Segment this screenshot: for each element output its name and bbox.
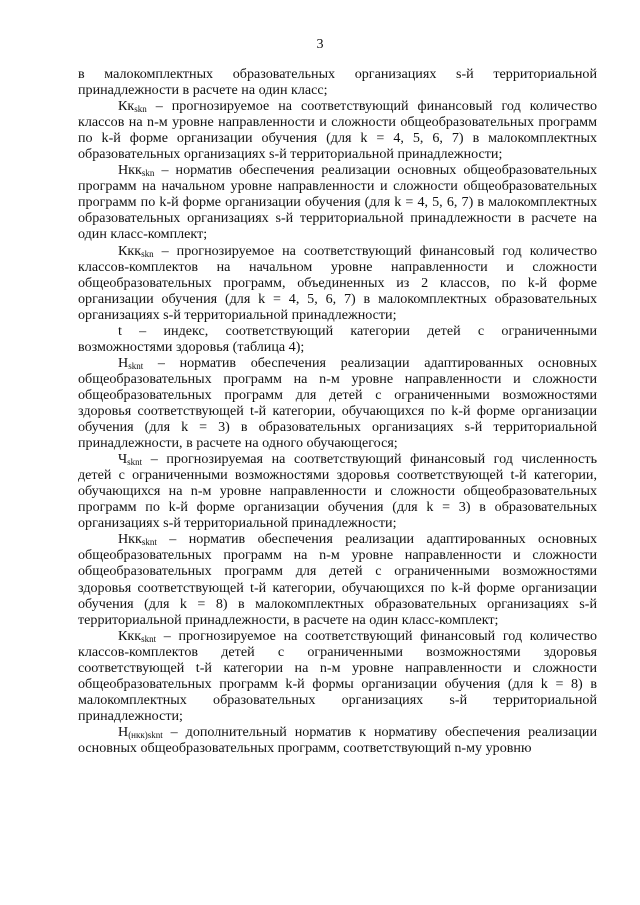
symbol-subscript: sknt [141, 633, 157, 644]
paragraph-text: – прогнозируемая на соответствующий финансовый год численность детей с ограниченными возможностями здоровья соответствующей t-й категории, обучающихся на n-м уровне направленности и сложности общеобразовательных программ по k-й форме организации обучения (для k = 3) в образовательных организациях s-й территориальной принадлежности; [78, 451, 597, 532]
page-number: 3 [316, 36, 324, 52]
paragraph-text: – прогнозируемое на соответствующий финансовый год количество классов-комплектов на начальном уровне направленности и сложности общеобразовательных программ, объединенных из 2 классов, по k-й форме организации обучения (для k = 4, 5, 6, 7) в малокомплектных образовательных организациях s-й территориальной принадлежности; [78, 242, 597, 323]
paragraph-text: – норматив обеспечения реализации основных общеобразовательных программ на начальном уровне направленности и сложности общеобразовательных программ по k-й форме организации обучения (для k = 4, 5, 6, 7) в малокомплектных образовательных организациях s-й территориальной принадлежности в расчете на один класс-комплект; [78, 162, 597, 243]
symbol-name: Нкк [118, 162, 142, 179]
symbol-name: Ккк [118, 627, 142, 644]
symbol-name: Ккк [118, 242, 142, 259]
paragraph [78, 355, 597, 451]
symbol-name: Кк [118, 98, 135, 115]
paragraph [78, 98, 597, 162]
symbol-name: Н [118, 354, 129, 371]
symbol-subscript: skn [134, 104, 147, 115]
symbol-subscript: (нкк)sknt [128, 729, 163, 740]
paragraph-text: – норматив обеспечения реализации адаптированных основных общеобразовательных программ на n-м уровне направленности и сложности общеобразовательных программ для детей с ограниченными возможностями здоровья соответствующей t-й категории, обучающихся по k-й форме организации обучения (для k = 8) в малокомплектных образовательных организациях s-й территориальной принадлежности, в расчете на один класс-комплект; [78, 531, 597, 628]
symbol-name: Ч [118, 451, 128, 468]
symbol-subscript: sknt [141, 537, 157, 548]
paragraph [78, 724, 597, 756]
paragraph [78, 66, 597, 98]
paragraph [78, 531, 597, 627]
paragraph-text: – дополнительный норматив к нормативу обеспечения реализации основных общеобразовательных программ, соответствующий n-му уровню [78, 723, 597, 756]
paragraph [78, 628, 597, 724]
paragraph-text: t – индекс, соответствующий категории детей с ограниченными возможностями здоровья (таблица 4); [78, 322, 597, 355]
symbol-name: Нкк [118, 531, 142, 548]
paragraph [78, 243, 597, 323]
symbol-subscript: sknt [127, 457, 143, 468]
document-body [78, 66, 597, 756]
paragraph [78, 162, 597, 242]
paragraph-text: – прогнозируемое на соответствующий финансовый год количество классов-комплектов детей с ограниченными возможностями здоровья соответствующей t-й категории на n-м уровне направленности и сложности общеобразовательных программ k-й формы организации обучения (для k = 8) в малокомплектных образовательных организациях s-й территориальной принадлежности; [78, 627, 597, 724]
paragraph-text: – норматив обеспечения реализации адаптированных основных общеобразовательных программ на n-м уровне направленности и сложности общеобразовательных программ для детей с ограниченными возможностями здоровья соответствующей t-й категории, обучающихся по k-й форме организации обучения (для k = 3) в образовательных организациях s-й территориальной принадлежности, в расчете на одного обучающегося; [78, 354, 597, 452]
symbol-name: Н [118, 723, 129, 740]
paragraph [78, 323, 597, 355]
symbol-subscript: skn [141, 248, 154, 259]
symbol-subscript: skn [141, 168, 155, 179]
paragraph-text: – прогнозируемое на соответствующий финансовый год количество классов на n-м уровне направленности и сложности общеобразовательных программ по k-й форме организации обучения (для k = 4, 5, 6, 7) в малокомплектных образовательных организациях s-й территориальной принадлежности; [78, 98, 597, 163]
paragraph-text: в малокомплектных образовательных организациях s-й территориальной принадлежности в расчете на один класс; [78, 66, 597, 99]
paragraph [78, 451, 597, 531]
symbol-subscript: sknt [128, 360, 144, 371]
